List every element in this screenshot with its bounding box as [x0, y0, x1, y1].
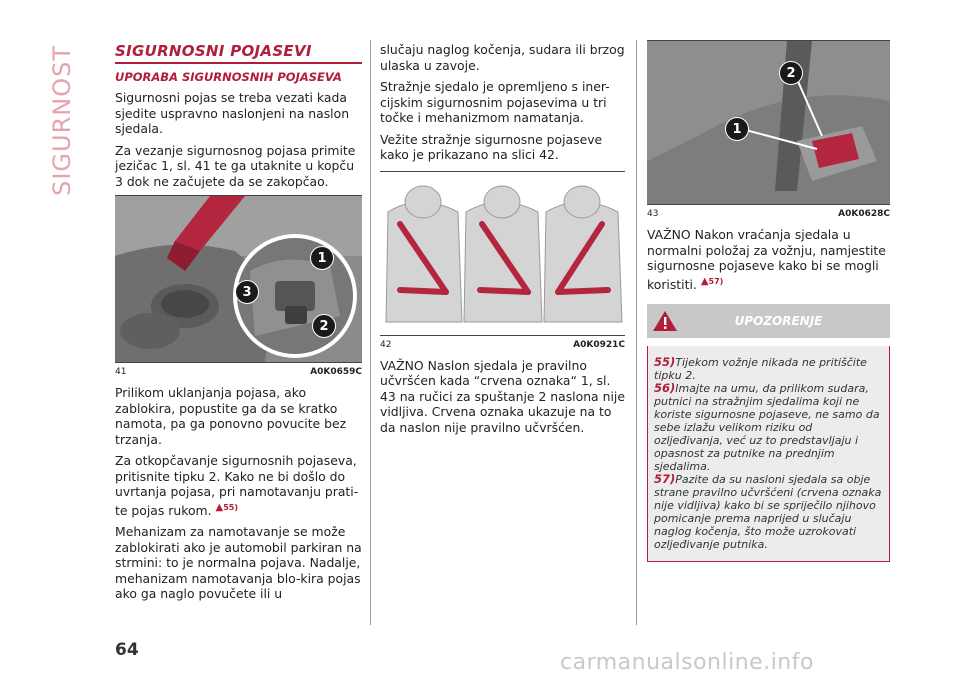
paragraph-9: VAŽNO Naslon sjedala je pravilno učvršćen kada “crvena oznaka“ 1, sl. 43 na ručici za spuštanje 2 naslona nije vidljiva. Crvena oznaka ukazuje na to da naslon nije pravilno učvršćen. — [380, 357, 625, 435]
sub-heading: UPORABA SIGURNOSNIH POJASEVA — [115, 70, 342, 84]
warning-ref-55[interactable]: 55) — [223, 502, 239, 512]
side-section-label: SIGURNOST — [48, 45, 76, 196]
paragraph-8: Vežite stražnje sigurnosne pojaseve kako je prikazano na slici 42. — [380, 131, 603, 162]
figure-42 — [380, 171, 625, 336]
warning-note-55 — [654, 356, 883, 382]
figure-43 — [647, 40, 890, 205]
column-3 — [647, 40, 890, 562]
paragraph-6: slučaju naglog kočenja, sudara ili brzog ulaska u zavoje. — [380, 42, 625, 73]
paragraph-10-text: VAŽNO Nakon vraćanja sjedala u normalni položaj za vožnju, namjestite sigurnosne pojaseve kako bi se mogli koristiti. — [647, 227, 886, 292]
figure-42-caption — [380, 340, 625, 350]
warning-triangle-icon: ▲ — [215, 501, 224, 513]
paragraph-10 — [647, 227, 890, 292]
paragraph-3: Prilikom uklanjanja pojasa, ako zablokira, popustite ga da se kratko namota, pa ga ponovno povucite bez trzanja. — [115, 385, 347, 447]
figure-43-caption — [647, 209, 890, 219]
figure-43-illustration — [647, 41, 890, 204]
watermark: carmanualsonline.info — [560, 650, 814, 675]
figure-43-callout-2: 2 — [779, 61, 803, 85]
warning-title: UPOZORENJE — [734, 314, 823, 329]
paragraph-1: Sigurnosni pojas se treba vezati kada sjedite uspravno naslonjeni na naslon sjedala. — [115, 90, 350, 136]
heading-rule — [115, 62, 362, 64]
paragraph-2: Za vezanje sigurnosnog pojasa primite jezičac 1, sl. 41 te ga utaknite u kopču 3 dok ne začujete da se zakopčao. — [115, 142, 356, 189]
figure-42-number: 42 — [380, 339, 392, 350]
figure-41-number: 41 — [115, 367, 127, 377]
column-2 — [380, 42, 625, 441]
section-heading: SIGURNOSNI POJASEVI — [115, 42, 312, 60]
figure-41-code: A0K0659C — [310, 367, 362, 377]
figure-41 — [115, 195, 362, 363]
warning-note-text: Pazite da su nasloni sjedala sa obje strane pravilno učvršćeni (crvena oznaka nije vidljiva) kako bi se spriječilo njihovo pomicanje prema naprijed u slučaju naglog kočenja, što može uzrokovati ozljeđivanje putnika. — [654, 473, 882, 552]
figure-43-code: A0K0628C — [838, 209, 890, 219]
warning-notes — [647, 346, 890, 562]
figure-43-number: 43 — [647, 209, 659, 219]
paragraph-4-text: Za otkopčavanje sigurnosnih pojaseva, pritisnite tipku 2. Kako ne bi došlo do uvrtanja pojasa, pri namotavanju prati-te pojas rukom. — [115, 453, 359, 518]
page-number: 64 — [115, 640, 139, 660]
warning-header — [647, 304, 890, 338]
warning-triangle-icon — [652, 310, 678, 332]
warning-note-text: Imajte na umu, da prilikom sudara, putnici na stražnjim sjedalima koji ne koriste sigurnosne pojaseve, ne samo da sebe izlažu velikom riziku od ozljeđivanja, već uz to predstavljaju i opasnost za putnike na prednjim sjedalima. — [654, 382, 880, 474]
paragraph-5: Mehanizam za namotavanje se može zablokirati ako je automobil parkiran na strmini: to je normalna pojava. Nadalje, mehanizam namotavanja blo-kira pojas ako ga naglo povučete ili u — [115, 524, 362, 602]
column-1 — [115, 38, 362, 608]
figure-41-callout-1: 1 — [310, 246, 334, 270]
figure-41-callout-3: 3 — [235, 280, 259, 304]
column-divider-1 — [370, 40, 371, 625]
figure-43-callout-1: 1 — [725, 117, 749, 141]
column-divider-2 — [636, 40, 637, 625]
warning-note-number: 57) — [654, 472, 676, 487]
warning-ref-57[interactable]: 57) — [708, 276, 724, 286]
figure-42-illustration — [380, 172, 625, 335]
warning-note-text: Tijekom vožnje nikada ne pritiščite tipku 2. — [654, 356, 867, 383]
side-section-tab — [42, 45, 82, 196]
warning-note-57 — [654, 473, 883, 551]
warning-note-number: 55) — [654, 355, 676, 370]
warning-triangle-icon: ▲ — [700, 275, 709, 287]
warning-note-56 — [654, 382, 883, 473]
paragraph-4 — [115, 453, 362, 518]
paragraph-7: Stražnje sjedalo je opremljeno s iner-cijskim sigurnosnim pojasevima u tri točke i mehanizmom namatanja. — [380, 79, 610, 125]
figure-42-code: A0K0921C — [573, 339, 625, 350]
figure-41-caption — [115, 367, 362, 377]
warning-note-number: 56) — [654, 381, 676, 396]
figure-41-callout-2: 2 — [312, 314, 336, 338]
